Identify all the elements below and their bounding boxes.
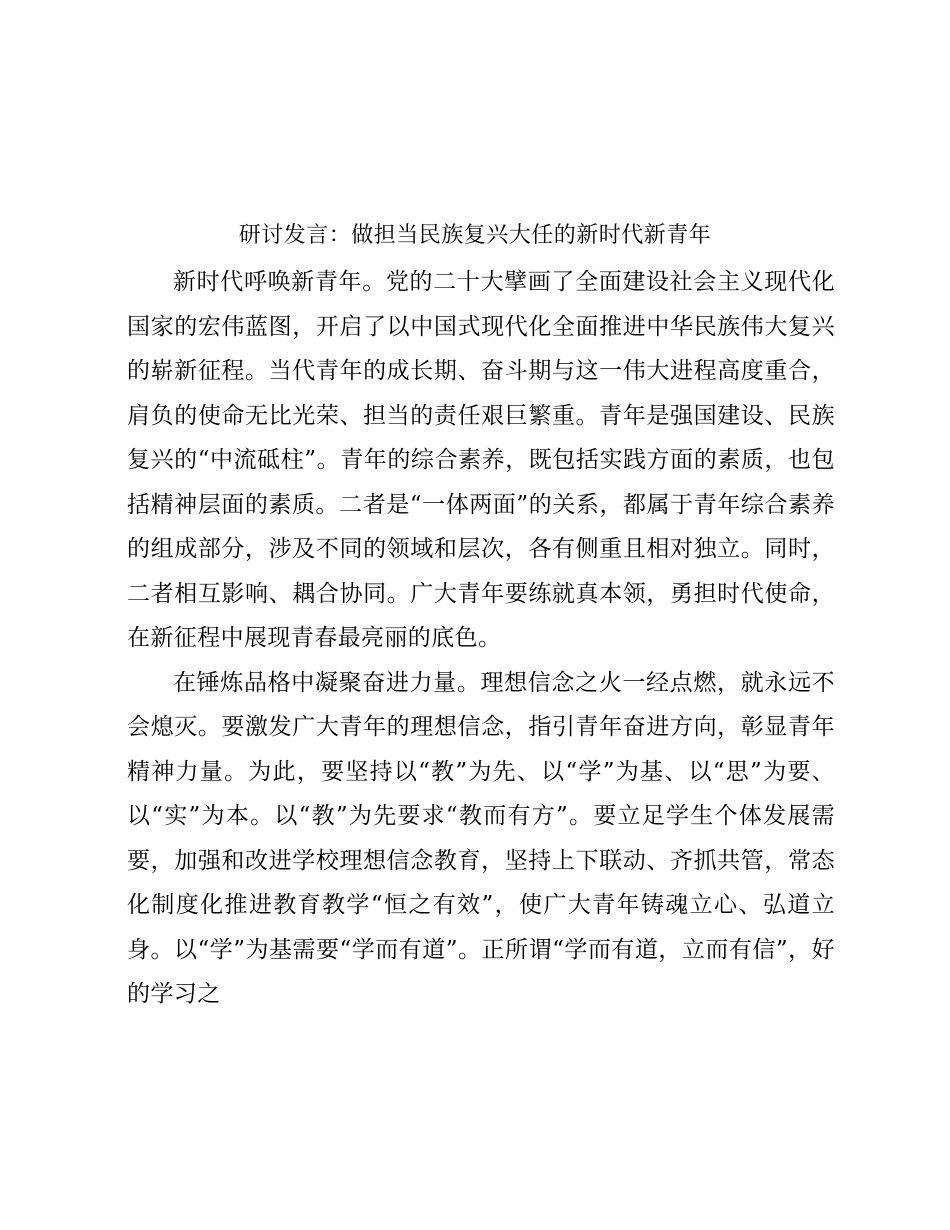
paragraph: 在锤炼品格中凝聚奋进力量。理想信念之火一经点燃，就永远不会熄灭。要激发广大青年的理想信念，指引青年奋进方向，彰显青年精神力量。为此，要坚持以“教”为先、以“学”为基、以“思”为要、以“实”为本。以“教”为先要求“教而有方”。要立足学生个体发展需要，加强和改进学校理想信念教育，坚持上下联动、齐抓共管，常态化制度化推进教育教学“恒之有效”，使广大青年铸魂立心、弘道立身。以“学”为基需要“学而有道”。正所谓“学而有道，立而有信”，好的学习之 bbox=[127, 669, 835, 1007]
document-title: 研讨发言：做担当民族复兴大任的新时代新青年 bbox=[238, 223, 712, 248]
document-body bbox=[127, 260, 835, 1017]
paragraph: 新时代呼唤新青年。党的二十大擘画了全面建设社会主义现代化国家的宏伟蓝图，开启了以中国式现代化全面推进中华民族伟大复兴的崭新征程。当代青年的成长期、奋斗期与这一伟大进程高度重合，肩负的使命无比光荣、担当的责任艰巨繁重。青年是强国建设、民族复兴的“中流砥柱”。青年的综合素养，既包括实践方面的素质，也包括精神层面的素质。二者是“一体两面”的关系，都属于青年综合素养的组成部分，涉及不同的领域和层次，各有侧重且相对独立。同时，二者相互影响、耦合协同。广大青年要练就真本领，勇担时代使命，在新征程中展现青春最亮丽的底色。 bbox=[127, 269, 835, 651]
